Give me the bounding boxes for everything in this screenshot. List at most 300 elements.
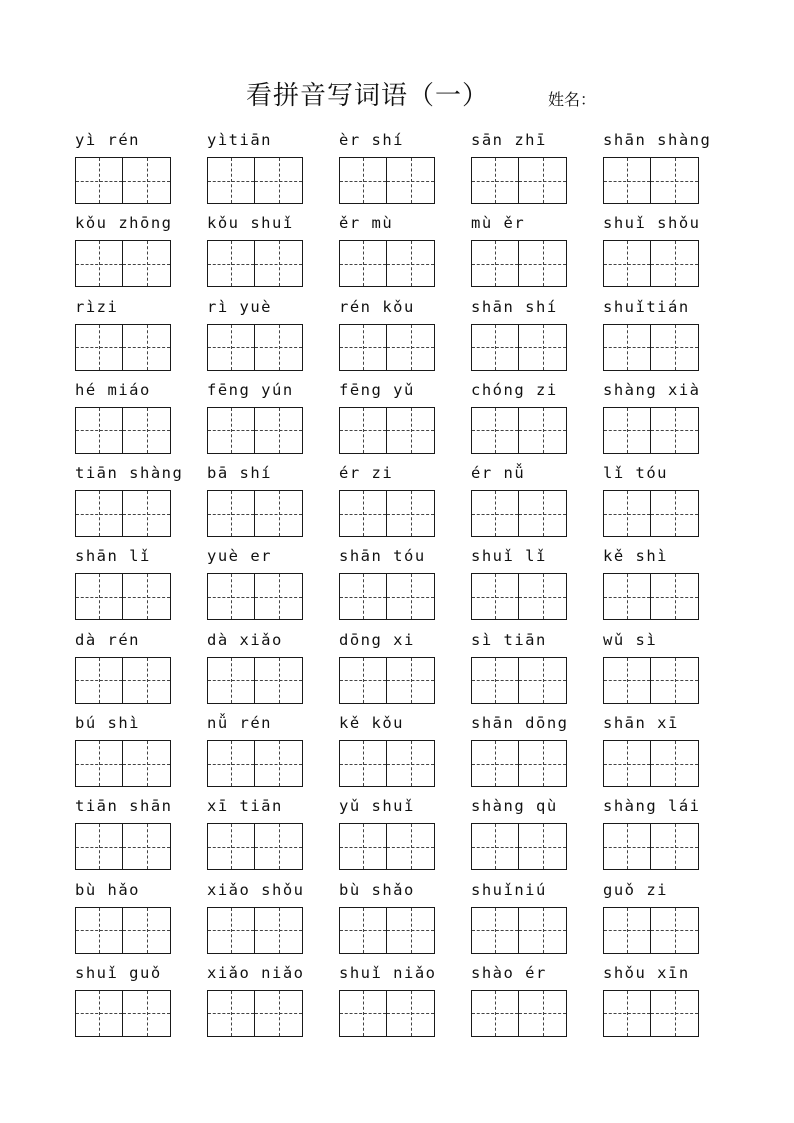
character-writing-box[interactable]: [519, 157, 567, 204]
tianzige-boxes: [339, 657, 435, 704]
character-writing-box[interactable]: [255, 907, 303, 954]
tianzige-boxes: [75, 657, 171, 704]
guide-line-horizontal: [519, 930, 566, 931]
tianzige-boxes: [471, 657, 567, 704]
guide-line-horizontal: [208, 930, 254, 931]
character-writing-box[interactable]: [387, 823, 435, 870]
guide-line-horizontal: [604, 514, 650, 515]
character-writing-box[interactable]: [603, 407, 651, 454]
exercise-item: [207, 543, 339, 626]
exercise-item: [207, 710, 339, 793]
exercise-row: [75, 627, 735, 710]
guide-line-horizontal: [208, 680, 254, 681]
exercise-item: [75, 294, 207, 377]
character-writing-box[interactable]: [123, 240, 171, 287]
character-writing-box[interactable]: [651, 573, 699, 620]
guide-line-horizontal: [255, 181, 302, 182]
character-writing-box[interactable]: [123, 657, 171, 704]
character-writing-box[interactable]: [255, 657, 303, 704]
exercise-item: [471, 793, 603, 876]
guide-line-horizontal: [387, 347, 434, 348]
guide-line-horizontal: [76, 847, 122, 848]
character-writing-box[interactable]: [651, 907, 699, 954]
guide-line-horizontal: [340, 847, 386, 848]
tianzige-boxes: [471, 990, 567, 1037]
guide-line-horizontal: [472, 514, 518, 515]
tianzige-boxes: [75, 990, 171, 1037]
pinyin-prompt: shān dōng: [471, 714, 569, 733]
exercise-item: [75, 377, 207, 460]
character-writing-box[interactable]: [519, 240, 567, 287]
character-writing-box[interactable]: [207, 990, 255, 1037]
character-writing-box[interactable]: [471, 907, 519, 954]
guide-line-horizontal: [208, 847, 254, 848]
guide-line-horizontal: [76, 597, 122, 598]
character-writing-box[interactable]: [207, 157, 255, 204]
tianzige-boxes: [207, 490, 303, 537]
exercise-row: [75, 877, 735, 960]
character-writing-box[interactable]: [651, 407, 699, 454]
tianzige-boxes: [75, 573, 171, 620]
character-writing-box[interactable]: [75, 990, 123, 1037]
guide-line-horizontal: [604, 680, 650, 681]
exercise-item: [207, 793, 339, 876]
pinyin-prompt: shān shàng: [603, 131, 712, 149]
pinyin-prompt: nǚ rén: [207, 714, 272, 733]
pinyin-prompt: sì tiān: [471, 630, 547, 649]
pinyin-prompt: shàng lái: [603, 797, 701, 816]
exercise-item: [339, 793, 471, 876]
pinyin-prompt: shān shí: [471, 297, 558, 316]
character-writing-box[interactable]: [339, 490, 387, 537]
character-writing-box[interactable]: [123, 573, 171, 620]
character-writing-box[interactable]: [339, 740, 387, 787]
tianzige-boxes: [207, 823, 303, 870]
exercise-item: [207, 210, 339, 293]
character-writing-box[interactable]: [471, 324, 519, 371]
character-writing-box[interactable]: [471, 573, 519, 620]
character-writing-box[interactable]: [75, 490, 123, 537]
guide-line-horizontal: [604, 847, 650, 848]
character-writing-box[interactable]: [387, 657, 435, 704]
exercise-item: [603, 294, 735, 377]
exercise-item: [471, 710, 603, 793]
pinyin-prompt: mù ěr: [471, 214, 526, 233]
guide-line-horizontal: [387, 1013, 434, 1014]
exercise-item: [207, 627, 339, 710]
pinyin-prompt: xiǎo niǎo: [207, 963, 305, 982]
pinyin-prompt: lǐ tóu: [603, 464, 668, 483]
character-writing-box[interactable]: [75, 907, 123, 954]
character-writing-box[interactable]: [603, 990, 651, 1037]
pinyin-prompt: hé miáo: [75, 380, 151, 399]
tianzige-boxes: [471, 823, 567, 870]
character-writing-box[interactable]: [207, 907, 255, 954]
character-writing-box[interactable]: [75, 657, 123, 704]
guide-line-horizontal: [123, 514, 170, 515]
character-writing-box[interactable]: [603, 490, 651, 537]
character-writing-box[interactable]: [255, 490, 303, 537]
guide-line-horizontal: [255, 930, 302, 931]
character-writing-box[interactable]: [123, 823, 171, 870]
guide-line-horizontal: [519, 264, 566, 265]
exercise-item: [603, 377, 735, 460]
character-writing-box[interactable]: [651, 157, 699, 204]
character-writing-box[interactable]: [471, 490, 519, 537]
character-writing-box[interactable]: [519, 490, 567, 537]
tianzige-boxes: [339, 490, 435, 537]
character-writing-box[interactable]: [471, 990, 519, 1037]
guide-line-horizontal: [472, 597, 518, 598]
tianzige-boxes: [75, 907, 171, 954]
pinyin-prompt: fēng yǔ: [339, 380, 415, 399]
exercise-item: [75, 793, 207, 876]
character-writing-box[interactable]: [603, 907, 651, 954]
pinyin-prompt: yì rén: [75, 131, 140, 149]
guide-line-horizontal: [651, 264, 698, 265]
character-writing-box[interactable]: [651, 324, 699, 371]
guide-line-horizontal: [123, 1013, 170, 1014]
character-writing-box[interactable]: [651, 823, 699, 870]
pinyin-prompt: ěr mù: [339, 214, 394, 233]
guide-line-horizontal: [76, 1013, 122, 1014]
character-writing-box[interactable]: [207, 490, 255, 537]
guide-line-horizontal: [123, 181, 170, 182]
pinyin-prompt: tiān shān: [75, 797, 173, 816]
guide-line-horizontal: [604, 181, 650, 182]
character-writing-box[interactable]: [207, 823, 255, 870]
tianzige-boxes: [207, 990, 303, 1037]
character-writing-box[interactable]: [339, 573, 387, 620]
guide-line-horizontal: [604, 264, 650, 265]
guide-line-horizontal: [123, 347, 170, 348]
tianzige-boxes: [75, 823, 171, 870]
exercise-item: [75, 960, 207, 1043]
tianzige-boxes: [207, 573, 303, 620]
pinyin-prompt: shuǐtián: [603, 297, 690, 316]
character-writing-box[interactable]: [519, 573, 567, 620]
guide-line-horizontal: [519, 181, 566, 182]
guide-line-horizontal: [76, 764, 122, 765]
character-writing-box[interactable]: [123, 157, 171, 204]
character-writing-box[interactable]: [255, 573, 303, 620]
character-writing-box[interactable]: [75, 823, 123, 870]
pinyin-prompt: rì yuè: [207, 297, 272, 316]
character-writing-box[interactable]: [387, 990, 435, 1037]
exercise-item: [75, 460, 207, 543]
character-writing-box[interactable]: [207, 407, 255, 454]
guide-line-horizontal: [340, 764, 386, 765]
character-writing-box[interactable]: [603, 324, 651, 371]
character-writing-box[interactable]: [123, 324, 171, 371]
tianzige-boxes: [471, 907, 567, 954]
pinyin-prompt: chóng zi: [471, 380, 558, 399]
exercise-item: [603, 543, 735, 626]
character-writing-box[interactable]: [603, 823, 651, 870]
tianzige-boxes: [471, 740, 567, 787]
exercise-item: [471, 960, 603, 1043]
exercise-row: [75, 294, 735, 377]
tianzige-boxes: [339, 324, 435, 371]
guide-line-horizontal: [255, 680, 302, 681]
character-writing-box[interactable]: [339, 407, 387, 454]
tianzige-boxes: [603, 990, 699, 1037]
character-writing-box[interactable]: [387, 490, 435, 537]
guide-line-horizontal: [387, 597, 434, 598]
character-writing-box[interactable]: [123, 407, 171, 454]
character-writing-box[interactable]: [603, 240, 651, 287]
character-writing-box[interactable]: [207, 657, 255, 704]
character-writing-box[interactable]: [519, 657, 567, 704]
pinyin-prompt: bù shǎo: [339, 880, 415, 899]
character-writing-box[interactable]: [75, 324, 123, 371]
pinyin-prompt: shào ér: [471, 963, 547, 982]
tianzige-boxes: [339, 240, 435, 287]
guide-line-horizontal: [340, 347, 386, 348]
character-writing-box[interactable]: [603, 657, 651, 704]
tianzige-boxes: [471, 573, 567, 620]
character-writing-box[interactable]: [603, 573, 651, 620]
guide-line-horizontal: [76, 680, 122, 681]
character-writing-box[interactable]: [471, 240, 519, 287]
character-writing-box[interactable]: [207, 324, 255, 371]
character-writing-box[interactable]: [255, 240, 303, 287]
character-writing-box[interactable]: [519, 823, 567, 870]
guide-line-horizontal: [387, 764, 434, 765]
guide-line-horizontal: [208, 264, 254, 265]
guide-line-horizontal: [519, 347, 566, 348]
character-writing-box[interactable]: [651, 240, 699, 287]
character-writing-box[interactable]: [255, 823, 303, 870]
character-writing-box[interactable]: [471, 657, 519, 704]
pinyin-prompt: wǔ sì: [603, 630, 658, 649]
character-writing-box[interactable]: [387, 240, 435, 287]
exercise-item: [339, 710, 471, 793]
tianzige-boxes: [207, 907, 303, 954]
exercise-grid: [75, 127, 735, 1043]
tianzige-boxes: [471, 324, 567, 371]
exercise-item: [75, 627, 207, 710]
guide-line-horizontal: [519, 514, 566, 515]
tianzige-boxes: [603, 657, 699, 704]
guide-line-horizontal: [604, 930, 650, 931]
character-writing-box[interactable]: [651, 657, 699, 704]
guide-line-horizontal: [76, 347, 122, 348]
character-writing-box[interactable]: [471, 823, 519, 870]
pinyin-prompt: shān tóu: [339, 547, 426, 566]
guide-line-horizontal: [340, 264, 386, 265]
guide-line-horizontal: [123, 597, 170, 598]
character-writing-box[interactable]: [123, 740, 171, 787]
pinyin-prompt: shuǐ guǒ: [75, 963, 162, 982]
character-writing-box[interactable]: [387, 324, 435, 371]
guide-line-horizontal: [255, 1013, 302, 1014]
exercise-item: [339, 377, 471, 460]
guide-line-horizontal: [651, 514, 698, 515]
character-writing-box[interactable]: [255, 157, 303, 204]
guide-line-horizontal: [604, 764, 650, 765]
character-writing-box[interactable]: [603, 740, 651, 787]
guide-line-horizontal: [255, 764, 302, 765]
tianzige-boxes: [207, 657, 303, 704]
exercise-item: [339, 960, 471, 1043]
tianzige-boxes: [207, 240, 303, 287]
character-writing-box[interactable]: [387, 740, 435, 787]
character-writing-box[interactable]: [75, 407, 123, 454]
guide-line-horizontal: [208, 181, 254, 182]
pinyin-prompt: yǔ shuǐ: [339, 797, 415, 816]
character-writing-box[interactable]: [255, 324, 303, 371]
pinyin-prompt: shǒu xīn: [603, 963, 690, 982]
guide-line-horizontal: [255, 514, 302, 515]
pinyin-prompt: èr shí: [339, 131, 404, 149]
character-writing-box[interactable]: [519, 324, 567, 371]
exercise-item: [603, 460, 735, 543]
guide-line-horizontal: [76, 181, 122, 182]
guide-line-horizontal: [340, 680, 386, 681]
guide-line-horizontal: [255, 264, 302, 265]
character-writing-box[interactable]: [339, 990, 387, 1037]
guide-line-horizontal: [387, 430, 434, 431]
character-writing-box[interactable]: [207, 740, 255, 787]
guide-line-horizontal: [651, 1013, 698, 1014]
guide-line-horizontal: [604, 1013, 650, 1014]
character-writing-box[interactable]: [255, 740, 303, 787]
character-writing-box[interactable]: [651, 740, 699, 787]
character-writing-box[interactable]: [75, 157, 123, 204]
guide-line-horizontal: [208, 1013, 254, 1014]
exercise-item: [471, 460, 603, 543]
character-writing-box[interactable]: [339, 823, 387, 870]
pinyin-prompt: bā shí: [207, 464, 272, 483]
name-label: 姓名：: [548, 90, 597, 109]
tianzige-boxes: [207, 157, 303, 204]
pinyin-prompt: fēng yún: [207, 380, 294, 399]
guide-line-horizontal: [208, 430, 254, 431]
guide-line-horizontal: [123, 764, 170, 765]
character-writing-box[interactable]: [75, 573, 123, 620]
character-writing-box[interactable]: [207, 573, 255, 620]
exercise-item: [603, 627, 735, 710]
tianzige-boxes: [603, 573, 699, 620]
character-writing-box[interactable]: [603, 157, 651, 204]
guide-line-horizontal: [255, 597, 302, 598]
character-writing-box[interactable]: [519, 990, 567, 1037]
character-writing-box[interactable]: [75, 240, 123, 287]
exercise-item: [207, 377, 339, 460]
guide-line-horizontal: [76, 430, 122, 431]
tianzige-boxes: [339, 740, 435, 787]
tianzige-boxes: [339, 573, 435, 620]
character-writing-box[interactable]: [339, 324, 387, 371]
exercise-item: [603, 877, 735, 960]
character-writing-box[interactable]: [207, 240, 255, 287]
character-writing-box[interactable]: [255, 990, 303, 1037]
pinyin-prompt: guǒ zi: [603, 880, 668, 899]
exercise-row: [75, 543, 735, 626]
pinyin-prompt: xiǎo shǒu: [207, 880, 305, 899]
guide-line-horizontal: [472, 680, 518, 681]
guide-line-horizontal: [208, 597, 254, 598]
character-writing-box[interactable]: [519, 740, 567, 787]
character-writing-box[interactable]: [387, 157, 435, 204]
exercise-row: [75, 793, 735, 876]
character-writing-box[interactable]: [387, 907, 435, 954]
exercise-item: [471, 543, 603, 626]
exercise-item: [603, 960, 735, 1043]
tianzige-boxes: [471, 157, 567, 204]
character-writing-box[interactable]: [339, 907, 387, 954]
guide-line-horizontal: [340, 181, 386, 182]
exercise-item: [339, 127, 471, 210]
character-writing-box[interactable]: [471, 740, 519, 787]
guide-line-horizontal: [519, 764, 566, 765]
pinyin-prompt: kě shì: [603, 547, 668, 566]
tianzige-boxes: [339, 157, 435, 204]
guide-line-horizontal: [340, 430, 386, 431]
character-writing-box[interactable]: [519, 407, 567, 454]
character-writing-box[interactable]: [651, 990, 699, 1037]
exercise-item: [603, 127, 735, 210]
guide-line-horizontal: [604, 430, 650, 431]
pinyin-prompt: bú shì: [75, 714, 140, 733]
character-writing-box[interactable]: [123, 990, 171, 1037]
guide-line-horizontal: [472, 264, 518, 265]
character-writing-box[interactable]: [255, 407, 303, 454]
tianzige-boxes: [603, 407, 699, 454]
exercise-row: [75, 377, 735, 460]
exercise-row: [75, 460, 735, 543]
guide-line-horizontal: [387, 181, 434, 182]
character-writing-box[interactable]: [471, 407, 519, 454]
character-writing-box[interactable]: [123, 907, 171, 954]
character-writing-box[interactable]: [519, 907, 567, 954]
guide-line-horizontal: [255, 847, 302, 848]
guide-line-horizontal: [255, 347, 302, 348]
tianzige-boxes: [603, 907, 699, 954]
exercise-item: [471, 210, 603, 293]
character-writing-box[interactable]: [651, 490, 699, 537]
character-writing-box[interactable]: [123, 490, 171, 537]
exercise-item: [207, 960, 339, 1043]
guide-line-horizontal: [208, 764, 254, 765]
character-writing-box[interactable]: [387, 573, 435, 620]
pinyin-prompt: sān zhī: [471, 131, 547, 149]
character-writing-box[interactable]: [387, 407, 435, 454]
exercise-item: [339, 543, 471, 626]
guide-line-horizontal: [651, 847, 698, 848]
character-writing-box[interactable]: [339, 657, 387, 704]
character-writing-box[interactable]: [339, 240, 387, 287]
tianzige-boxes: [603, 490, 699, 537]
tianzige-boxes: [603, 740, 699, 787]
exercise-item: [339, 877, 471, 960]
guide-line-horizontal: [123, 680, 170, 681]
exercise-item: [75, 543, 207, 626]
guide-line-horizontal: [519, 1013, 566, 1014]
exercise-item: [339, 210, 471, 293]
tianzige-boxes: [75, 740, 171, 787]
pinyin-prompt: yuè er: [207, 547, 272, 566]
guide-line-horizontal: [651, 430, 698, 431]
guide-line-horizontal: [340, 514, 386, 515]
character-writing-box[interactable]: [471, 157, 519, 204]
character-writing-box[interactable]: [339, 157, 387, 204]
exercise-item: [603, 793, 735, 876]
character-writing-box[interactable]: [75, 740, 123, 787]
guide-line-horizontal: [472, 430, 518, 431]
tianzige-boxes: [207, 740, 303, 787]
